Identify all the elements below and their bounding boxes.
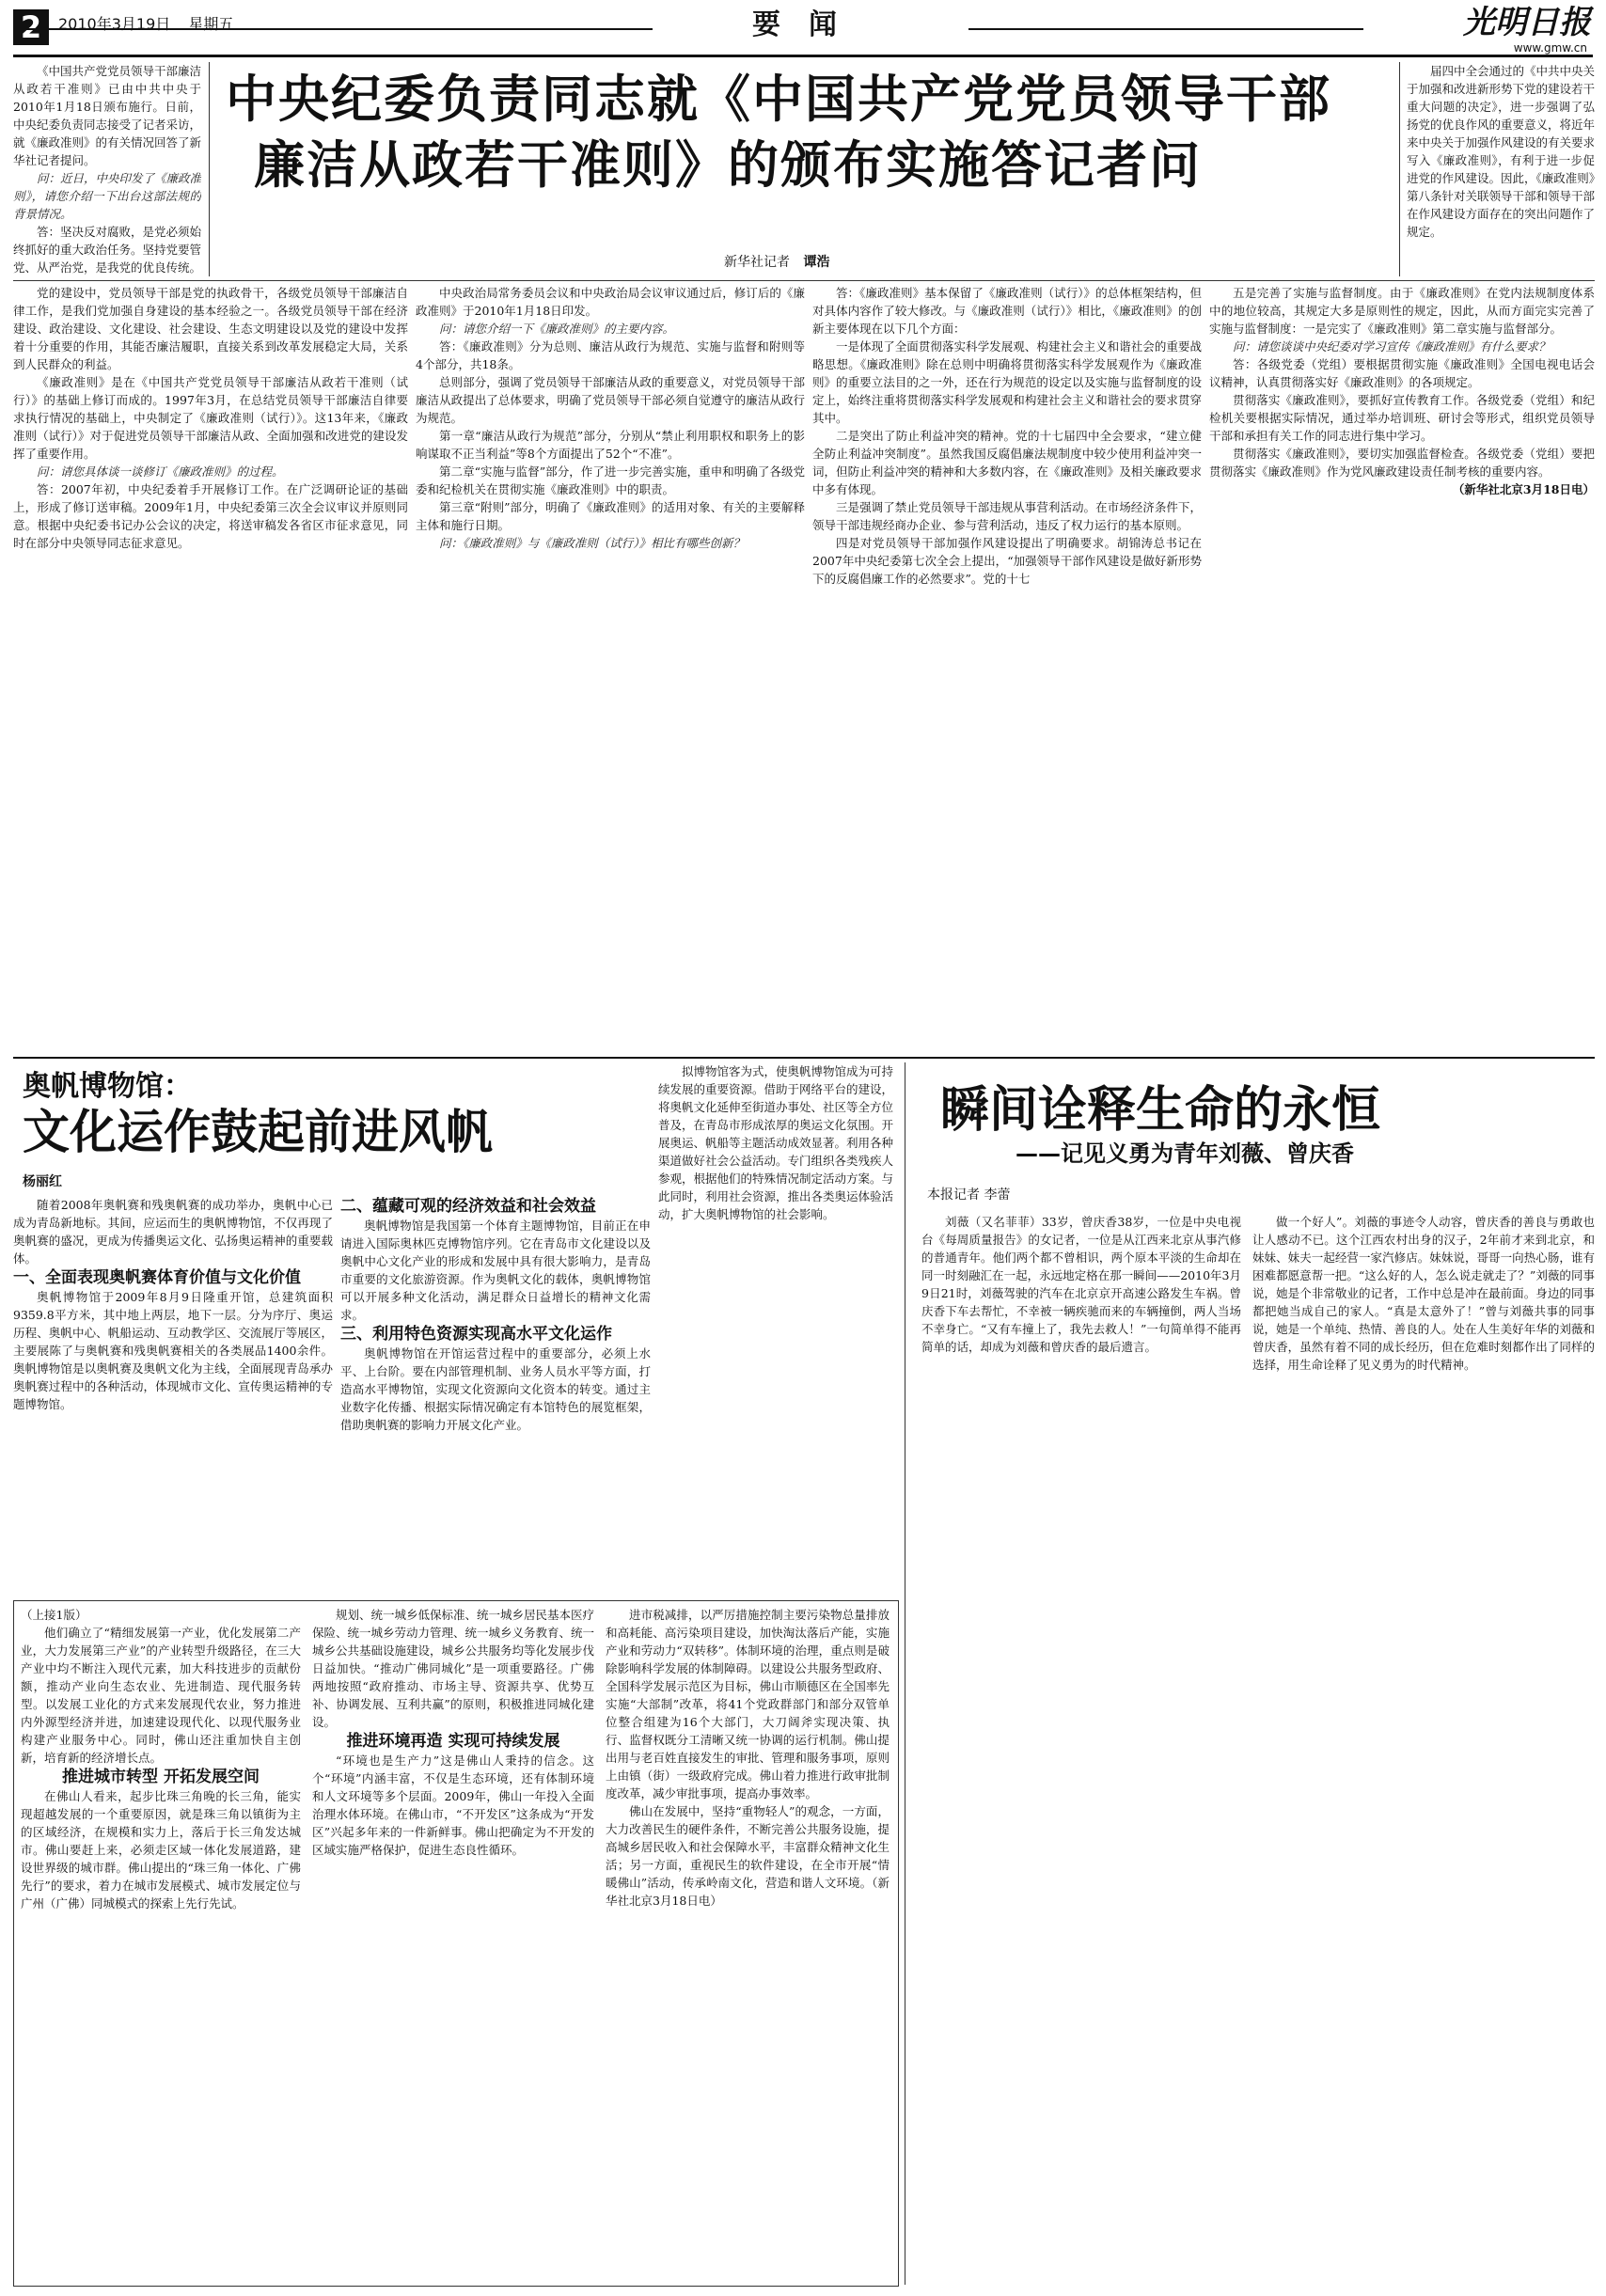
paragraph: 奥帆博物馆是我国第一个体育主题博物馆，目前正在申请进入国际奥林匹克博物馆序列。它在青岛市文化建设以及奥帆中心文化产业的形成和发展中具有很大影响力，是青岛市重要的文化旅游资源。作为奥帆文化的载体，奥帆博物馆可以开展多种文化活动，满足群众日益增长的精神文化需求。: [340, 1219, 651, 1322]
section-name: 要闻: [752, 8, 865, 41]
paragraph: 答：《廉政准则》基本保留了《廉政准则（试行）》的总体框架结构，但对具体内容作了较大修改。与《廉政准则（试行）》相比，《廉政准则》的创新主要体现在以下几个方面：: [812, 286, 1202, 336]
foshan-column-1: [21, 1606, 301, 2279]
headline-line-2: 廉洁从政若干准则》的颁布实施答记者问: [254, 134, 1202, 195]
paragraph: 刘薇（又名菲菲）33岁，曾庆香38岁，一位是中央电视台《每周质量报告》的女记者，一位是从江西来北京从事汽修的普通青年。他们两个都不曾相识，两个原本平淡的生命却在同一时刻融汇在一起，永远地定格在那一瞬间——2010年3月9日21时，刘薇驾驶的汽车在北京京开高速公路发生车祸。曾庆香下车去帮忙，不幸被一辆疾驰而来的车辆撞倒，两人当场不幸身亡。“又有车撞上了，我先去救人！”一句简单得不能再简单的话，却成为刘薇和曾庆香的最后遗言。: [921, 1215, 1241, 1354]
paragraph: 第一章“廉洁从政行为规范”部分，分别从“禁止利用职权和职务上的影响谋取不正当利益”等8个方面提出了52个“不准”。: [416, 429, 805, 461]
question-paragraph: 问：请您谈谈中央纪委对学习宣传《廉政准则》有什么要求？: [1233, 339, 1551, 354]
paragraph: 答：2007年初，中央纪委着手开展修订工作。在广泛调研论证的基础上，形成了修订送审稿。2009年1月，中央纪委第三次全会议审议并原则同意。根据中央纪委书记办公会议的决定，将送审稿发各省区市征求意见，同时在部分中央领导同志征求意见。: [13, 482, 408, 550]
museum-author: 杨丽红: [23, 1174, 62, 1189]
headline-line-1: 中央纪委负责同志就《中国共产党党员领导干部: [226, 69, 1331, 129]
paragraph: 二是突出了防止利益冲突的精神。党的十七届四中全会要求，“建立健全防止利益冲突制度”。虽然我国反腐倡廉法规制度中较少使用利益冲突一词，但防止利益冲突的精神和大多数内容，在《廉政准则》及相关廉政要求中多有体现。: [812, 429, 1202, 496]
dateline: （新华社北京3月18日电）: [1452, 482, 1595, 496]
paragraph: 拟博物馆客为式，使奥帆博物馆成为可持续发展的重要资源。借助于网络平台的建设，将奥帆文化延伸至街道办事处、社区等全方位普及，在青岛市形成浓厚的奥运文化氛围。开展奥运、帆船等主题活动成效显著。利用各种渠道做好社会公益活动。专门组织各类残疾人参观，根据他们的特殊情况制定活动方案。与此同时，利用社会资源，推出各类奥运体验活动，扩大奥帆博物馆的社会影响。: [658, 1064, 893, 1221]
subheading: 二、蕴藏可观的经济效益和社会效益: [340, 1197, 596, 1216]
question-paragraph: 问：请您介绍一下《廉政准则》的主要内容。: [439, 322, 675, 336]
paragraph: 答：《廉政准则》分为总则、廉洁从政行为规范、实施与监督和附则等4个部分，共18条。: [416, 339, 805, 371]
byline-label: 新华社记者: [724, 255, 790, 270]
lead-right-column: [1407, 62, 1595, 276]
life-headline: [940, 1081, 1589, 1168]
column-divider: [1399, 62, 1400, 276]
foshan-column-2: [312, 1606, 594, 2279]
paragraph: 四是对党员领导干部加强作风建设提出了明确要求。胡锦涛总书记在2007年中央纪委第七次全会上提出，“加强领导干部作风建设是做好新形势下的反腐倡廉工作的必然要求”。党的十七: [812, 536, 1202, 586]
page-header: [0, 0, 1606, 56]
paragraph: “环境也是生产力”这是佛山人秉持的信念。这个“环境”内涵丰富，不仅是生态环境，还有体制环境和人文环境等多个层面。2009年，佛山一年投入全面治理水体环境。在佛山市，“不开发区”这条成为“开发区”兴起多年来的一件新鲜事。佛山把确定为不开发的区域实施严格保护，促进生态良性循环。: [312, 1753, 594, 1857]
paragraph: 《廉政准则》是在《中国共产党党员领导干部廉洁从政若干准则（试行）》的基础上修订而成的。1997年3月，在总结党员领导干部廉洁自律要求执行情况的基础上，中央制定了《廉政准则（试行）》。这13年来，《廉政准则（试行）》对于促进党员领导干部廉洁从政、全面加强和改进党的建设发挥了重要作用。: [13, 375, 408, 461]
paragraph: 做一个好人”。刘薇的事迹令人动容，曾庆香的善良与勇敢也让人感动不已。这个江西农村出身的汉子，2年前才来到北京，和妹妹、妹夫一起经营一家汽修店。妹妹说，哥哥一向热心肠，谁有困难都愿意帮一把。“这么好的人，怎么说走就走了？”刘薇的同事说，她是个非常敬业的记者，工作中总是冲在最前面。身边的同事都把她当成自己的家人。“真是太意外了！”曾与刘薇共事的同事说，她是一个单纯、热情、善良的人。处在人生美好年华的刘薇和曾庆香，虽然有着不同的成长经历，但在危难时刻都作出了同样的选择，用生命诠释了见义勇为的时代精神。: [1252, 1215, 1595, 1372]
museum-headline: [23, 1070, 624, 1160]
lead-byline: [724, 254, 829, 271]
paragraph: 奥帆博物馆于2009年8月9日隆重开馆，总建筑面积9359.8平方米，其中地上两层，地下一层。分为序厅、奥运历程、奥帆中心、帆船运动、互动教学区、交流展厅等展区，主要展陈了与奥帆赛和残奥帆赛相关的各类展品1400余件。奥帆博物馆是以奥帆赛及奥帆文化为主线，全面展现青岛承办奥帆赛过程中的各种活动，体现城市文化、宣传奥运精神的专题博物馆。: [13, 1290, 333, 1411]
museum-column-2: [340, 1196, 651, 1591]
lead-top-rule: [13, 280, 1595, 281]
issue-date: 2010年3月19日: [58, 15, 171, 33]
paragraph: 在佛山人看来，起步比珠三角晚的长三角，能实现超越发展的一个重要原因，就是珠三角以镇街为主的区域经济，在规模和实力上，落后于长三角发达城市。佛山要赶上来，必须走区域一体化发展道路，建设世界级的城市群。佛山提出的“珠三角一体化、广佛先行”的要求，着力在城市发展模式、城市发展定位与广州（广佛）同城模式的探索上先行先试。: [21, 1789, 301, 1911]
paragraph: 第三章“附则”部分，明确了《廉政准则》的适用对象、有关的主要解释主体和施行日期。: [416, 500, 805, 532]
life-author: 本报记者 李蕾: [927, 1187, 1011, 1203]
paragraph: 答：各级党委（党组）要根据贯彻实施《廉政准则》全国电视电话会议精神，认真贯彻落实好《廉政准则》的各项规定。: [1209, 357, 1595, 389]
page-number: 2: [13, 9, 49, 45]
byline-name: 谭浩: [803, 255, 830, 270]
continued-note: （上接1版）: [21, 1608, 87, 1622]
column-divider: [209, 62, 210, 276]
paragraph: 进市税减排，以严厉措施控制主要污染物总量排放和高耗能、高污染项目建设，加快淘汰落后产能，实施产业和劳动力“双转移”。体制环境的治理，重点则是破除影响科学发展的体制障碍。以建设公共服务型政府、全国科学发展示范区为目标，佛山市顺德区在全国率先实施“大部制”改革，将41个党政群部门和部分双管单位整合组建为16个大部门，大刀阔斧实现决策、执行、监督权既分工清晰又统一协调的运行机制。佛山提出用与老百姓直接发生的审批、管理和服务事项，原则上由镇（街）一级政府完成。佛山着力推进行政审批制度改革，减少审批事项，提高办事效率。: [606, 1608, 890, 1801]
issue-info: [58, 15, 246, 34]
life-column-1: [921, 1213, 1241, 2285]
subheading: 三、利用特色资源实现高水平文化运作: [340, 1325, 612, 1344]
masthead-logo: 光明日报: [1463, 4, 1591, 41]
paragraph: 总则部分，强调了党员领导干部廉洁从政的重要意义，对党员领导干部廉洁从政提出了总体要求，明确了党员领导干部必须自觉遵守的廉洁从政行为规范。: [416, 375, 805, 425]
question-paragraph: 问：《廉政准则》与《廉政准则（试行）》相比有哪些创新？: [439, 536, 746, 550]
subheading: 推进环境再造 实现可持续发展: [346, 1732, 560, 1751]
paragraph: 贯彻落实《廉政准则》，要切实加强监督检查。各级党委（党组）要把贯彻落实《廉政准则》作为党风廉政建设责任制考核的重要内容。: [1209, 447, 1595, 479]
lead-headline: [226, 66, 1382, 197]
subheading: 一、全面表现奥帆赛体育价值与文化价值: [13, 1268, 301, 1287]
paragraph: 《中国共产党党员领导干部廉洁从政若干准则》已由中共中央于2010年1月18日颁布施行。日前，中央纪委负责同志接受了记者采访，就《廉政准则》的有关情况回答了新华社记者提问。: [13, 64, 201, 167]
museum-column-3: [658, 1062, 893, 1591]
issue-weekday: 星期五: [188, 15, 234, 33]
paragraph: 三是强调了禁止党员领导干部违规从事营利活动。在市场经济条件下，领导干部违规经商办企业、参与营利活动，违反了权力运行的基本原则。: [812, 500, 1202, 532]
paragraph: 奥帆博物馆在开馆运营过程中的重要部分，必须上水平、上台阶。要在内部管理机制、业务人员水平等方面，打造高水平博物馆，实现文化资源向文化资本的转变。通过主业数字化传播、根据实际情况确定有本馆特色的展览框架，借助奥帆赛的影响力开展文化产业。: [340, 1346, 651, 1432]
paragraph: 一是体现了全面贯彻落实科学发展观、构建社会主义和谐社会的重要战略思想。《廉政准则》除在总则中明确将贯彻落实科学发展观作为《廉政准则》的重要立法目的之一外，还在行为规范的设定以及实施与监督制度的设定上，始终注重将贯彻落实科学发展观和构建社会主义和谐社会的要求贯穿其中。: [812, 339, 1202, 425]
paragraph: 规划、统一城乡低保标准、统一城乡居民基本医疗保险、统一城乡劳动力管理、统一城乡义务教育、统一城乡公共基础设施建设，城乡公共服务均等化发展步伐日益加快。“推动广佛同城化”是一项重要路径。广佛两地按照“政府推动、市场主导、资源共享、优势互补、协调发展、互利共赢”的原则，积极推进同城化建设。: [312, 1608, 594, 1729]
foshan-column-3: [606, 1606, 890, 2279]
life-deck: ——记见义勇为青年刘薇、曾庆香: [1016, 1140, 1354, 1167]
subheading: 推进城市转型 开拓发展空间: [62, 1768, 260, 1786]
paragraph: 五是完善了实施与监督制度。由于《廉政准则》在党内法规制度体系中的地位较高，其规定大多是原则性的规定，因此，从而方面完实完善了实施与监督制度：一是完实了《廉政准则》第二章实施与监督部分。: [1209, 286, 1595, 336]
question-paragraph: 问：请您具体谈一谈修订《廉政准则》的过程。: [37, 464, 284, 479]
museum-column-1: [13, 1196, 333, 1591]
paragraph: 随着2008年奥帆赛和残奥帆赛的成功举办，奥帆中心已成为青岛新地标。其间，应运而生的奥帆博物馆，不仅再现了奥帆赛的盛况，更成为传播奥运文化、弘扬奥运精神的重要载体。: [13, 1198, 333, 1266]
header-rule-left: [13, 28, 653, 30]
paragraph: 佛山在发展中，坚持“重物轻人”的观念，一方面，大力改善民生的硬件条件，不断完善公共服务设施，提高城乡居民收入和社会保障水平，丰富群众精神文化生活；另一方面，重视民生的软件建设，在全市开展“情暖佛山”活动，传承岭南文化，营造和谐人文环境。（新华社北京3月18日电）: [606, 1804, 890, 1908]
museum-kicker: 奥帆博物馆：: [23, 1070, 192, 1103]
lead-left-column: [13, 62, 201, 276]
paragraph: 中央政治局常务委员会议和中央政治局会议审议通过后，修订后的《廉政准则》于2010年1月18日印发。: [416, 286, 805, 318]
question-paragraph: 问：近日，中央印发了《廉政准则》，请您介绍一下出台这部法规的背景情况。: [13, 171, 201, 221]
paragraph: 党的建设中，党员领导干部是党的执政骨干，各级党员领导干部廉洁自律工作，是我们党加强自身建设的基本经验之一。各级党员领导干部在经济建设、政治建设、文化建设、社会建设、生态文明建设以及党的建设中发挥着十分重要的作用，其能否廉洁履职，直接关系到改革发展稳定大局，关系到人民群众的利益。: [13, 286, 408, 371]
museum-title: 文化运作鼓起前进风帆: [23, 1104, 493, 1159]
masthead-url: www.gmw.cn: [1513, 41, 1587, 55]
life-column-2: [1252, 1213, 1595, 2285]
paragraph: 他们确立了“精细发展第一产业，优化发展第二产业，大力发展第三产业”的产业转型升级路径，在三大产业中均不断注入现代元素，加大科技进步的贡献份额，推动产业向生态农业、先进制造、现代服务转型。以发展工业化的方式来发展现代农业，努力推进内外源型经济并进，加速建设现代化、以现代服务业构建产业服务中心。同时，佛山还注重加快自主创新，培育新的经济增长点。: [21, 1626, 301, 1765]
paragraph: 届四中全会通过的《中共中央关于加强和改进新形势下党的建设若干重大问题的决定》，进一步强调了弘扬党的优良作风的重要意义，将近年来中央关于加强作风建设的有关要求写入《廉政准则》，有利于进一步促进党的作风建设。因此，《廉政准则》第八条针对关联领导干部和领导干部在作风建设方面存在的突出问题作了规定。: [1407, 64, 1595, 239]
paragraph: 贯彻落实《廉政准则》，要抓好宣传教育工作。各级党委（党组）和纪检机关要根据实际情况，通过举办培训班、研讨会等形式，组织党员领导干部和承担有关工作的同志进行集中学习。: [1209, 393, 1595, 443]
life-title: 瞬间诠释生命的永恒: [940, 1081, 1381, 1139]
section-divider: [13, 1057, 1595, 1059]
header-underline: [13, 55, 1593, 57]
paragraph: 答：坚决反对腐败，是党必须始终抓好的重大政治任务。坚持党要管党、从严治党，是我党的优良传统。: [13, 225, 201, 275]
header-rule-right: [968, 28, 1363, 30]
paragraph: 第二章“实施与监督”部分，作了进一步完善实施，重申和明确了各级党委和纪检机关在贯彻实施《廉政准则》中的职责。: [416, 464, 805, 496]
